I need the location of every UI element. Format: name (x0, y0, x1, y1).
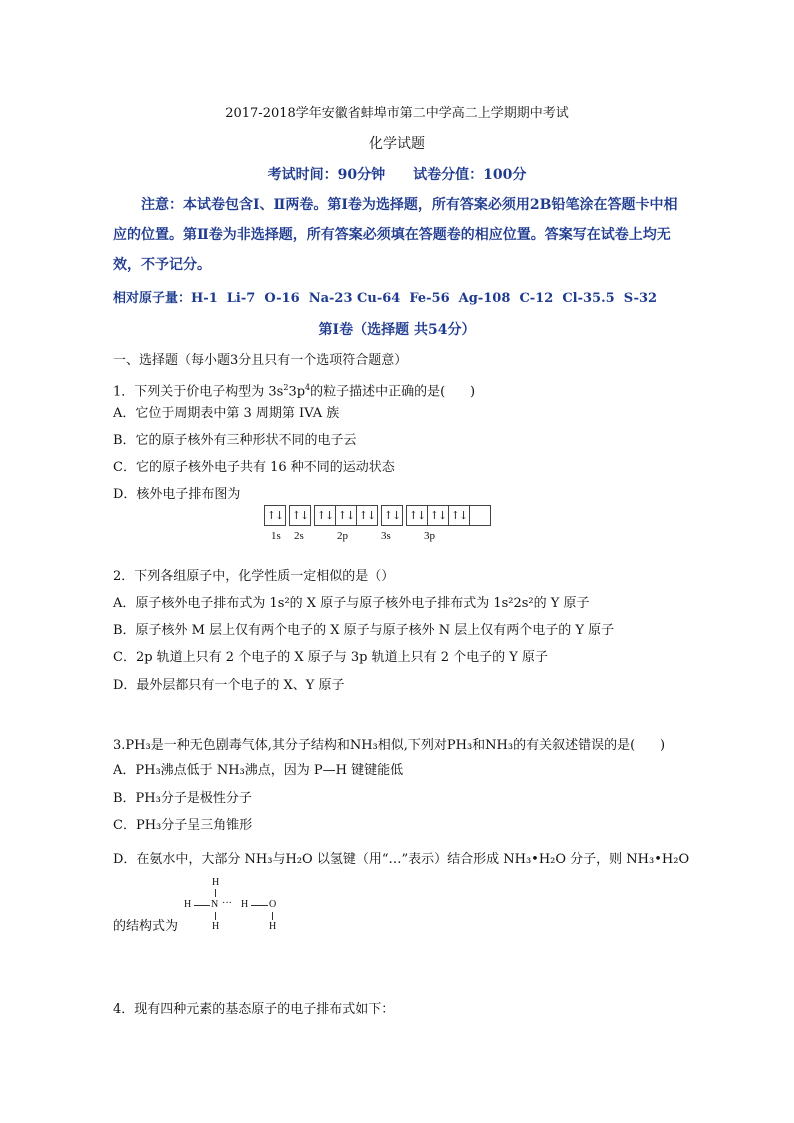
orbital-cell-1s: ↑↓ (264, 505, 286, 526)
q3-option-a: A．PH₃沸点低于 NH₃沸点，因为 P—H 键键能低 (113, 763, 404, 778)
orbital-label-3s: 3s (381, 530, 391, 542)
struct-hydrogen-bond: ··· (222, 898, 232, 909)
orbital-cell-3p-c: ↑↓ (448, 505, 470, 526)
orbital-cell-2s: ↑↓ (289, 505, 311, 526)
nh3-h2o-structure (182, 875, 292, 935)
q3-option-b: B．PH₃分子是极性分子 (113, 791, 252, 806)
struct-atom-n: N (211, 899, 219, 910)
struct-atom-h-mid: H (241, 899, 249, 910)
struct-atom-h-left: H (184, 899, 192, 910)
q1-option-d: D．核外电子排布图为 (113, 487, 241, 502)
q1-stem-pre: 1．下列关于价电子构型为 3s (113, 384, 284, 400)
q3-option-d: D．在氨水中，大部分 NH₃与H₂O 以氢键（用“…”表示）结合形成 NH₃•H₂O 分子，则 NH₃•H₂O (113, 852, 690, 867)
orbital-cell-2p-a: ↑↓ (314, 505, 336, 526)
orbital-cell-3p-a: ↑↓ (406, 505, 428, 526)
q3-option-d-tail: 的结构式为 (113, 919, 179, 934)
q2-option-a: A．原子核外电子排布式为 1s²的 X 原子与原子核外电子排布式为 1s²2s²的 Y 原子 (113, 596, 590, 611)
atomic-masses (113, 291, 657, 307)
orbital-label-1s: 1s (271, 530, 281, 542)
subject-title: 化学试题 (369, 136, 425, 152)
orbital-cell-2p-b: ↑↓ (335, 505, 357, 526)
orbital-cell-3s: ↑↓ (381, 505, 403, 526)
page-title: 2017-2018学年安徽省蚌埠市第二中学高二上学期期中考试 (225, 106, 569, 121)
q1-option-a: A．它位于周期表中第 3 周期第 IVA 族 (113, 406, 340, 421)
notice-text: 本试卷包含Ⅰ、Ⅱ两卷。第Ⅰ卷为选择题，所有答案必须用2B铅笔涂在答题卡中相应的位置。第Ⅱ卷为非选择题，所有答案必须填在答题卷的相应位置。答案写在试卷上均无效，不予记分。 (113, 197, 678, 273)
orbital-cell-2p-c: ↑↓ (356, 505, 378, 526)
struct-atom-h-top: H (212, 877, 220, 888)
q2-option-b: B．原子核外 M 层上仅有两个电子的 X 原子与原子核外 N 层上仅有两个电子的 Y 原子 (113, 623, 615, 638)
q1-stem-mid: 3p (288, 384, 306, 400)
q4-stem: 4．现有四种元素的基态原子的电子排布式如下： (113, 1002, 395, 1017)
exam-score: 试卷分值：100分 (413, 167, 527, 183)
struct-atom-h-o-bottom: H (269, 921, 277, 932)
q2-option-d: D．最外层都只有一个电子的 X、Y 原子 (113, 678, 345, 693)
q1-option-b: B．它的原子核外有三种形状不同的电子云 (113, 433, 357, 448)
exam-info (0, 167, 794, 183)
atomic-masses-values: H-1 Li-7 O-16 Na-23 Cu-64 Fe-56 Ag-108 C-12 Cl-35.5 S-32 (191, 291, 658, 306)
section1-instruction: 一、选择题（每小题3分且只有一个选项符合题意） (113, 353, 408, 368)
q1-stem-post: 的粒子描述中正确的是( ) (310, 384, 476, 400)
section1-title: 第Ⅰ卷（选择题 共54分） (318, 322, 476, 338)
q1-stem-sup2: 4 (305, 383, 311, 392)
q1-stem-sup1: 2 (283, 383, 289, 392)
notice-label: 注意： (141, 197, 183, 213)
q3-option-c: C．PH₃分子呈三角锥形 (113, 818, 253, 833)
q3-stem: 3.PH₃是一种无色剧毒气体,其分子结构和NH₃相似,下列对PH₃和NH₃的有关叙述错误的是( ) (113, 738, 666, 753)
exam-time: 考试时间：90分钟 (267, 167, 386, 183)
orbital-cell-3p-d (469, 505, 491, 526)
q1-stem (113, 380, 475, 400)
orbital-label-3p: 3p (424, 530, 435, 542)
q2-stem: 2．下列各组原子中，化学性质一定相似的是（） (113, 569, 395, 584)
notice-block (113, 190, 688, 280)
orbital-cell-3p-b: ↑↓ (427, 505, 449, 526)
atomic-masses-label: 相对原子量： (113, 291, 192, 306)
q2-option-c: C．2p 轨道上只有 2 个电子的 X 原子与 3p 轨道上只有 2 个电子的 Y 原子 (113, 650, 548, 665)
struct-atom-o: O (269, 899, 277, 910)
orbital-diagram (265, 505, 491, 526)
q1-option-c: C．它的原子核外电子共有 16 种不同的运动状态 (113, 460, 395, 475)
orbital-label-2p: 2p (337, 530, 348, 542)
orbital-label-2s: 2s (294, 530, 304, 542)
struct-atom-h-n-bottom: H (212, 921, 220, 932)
